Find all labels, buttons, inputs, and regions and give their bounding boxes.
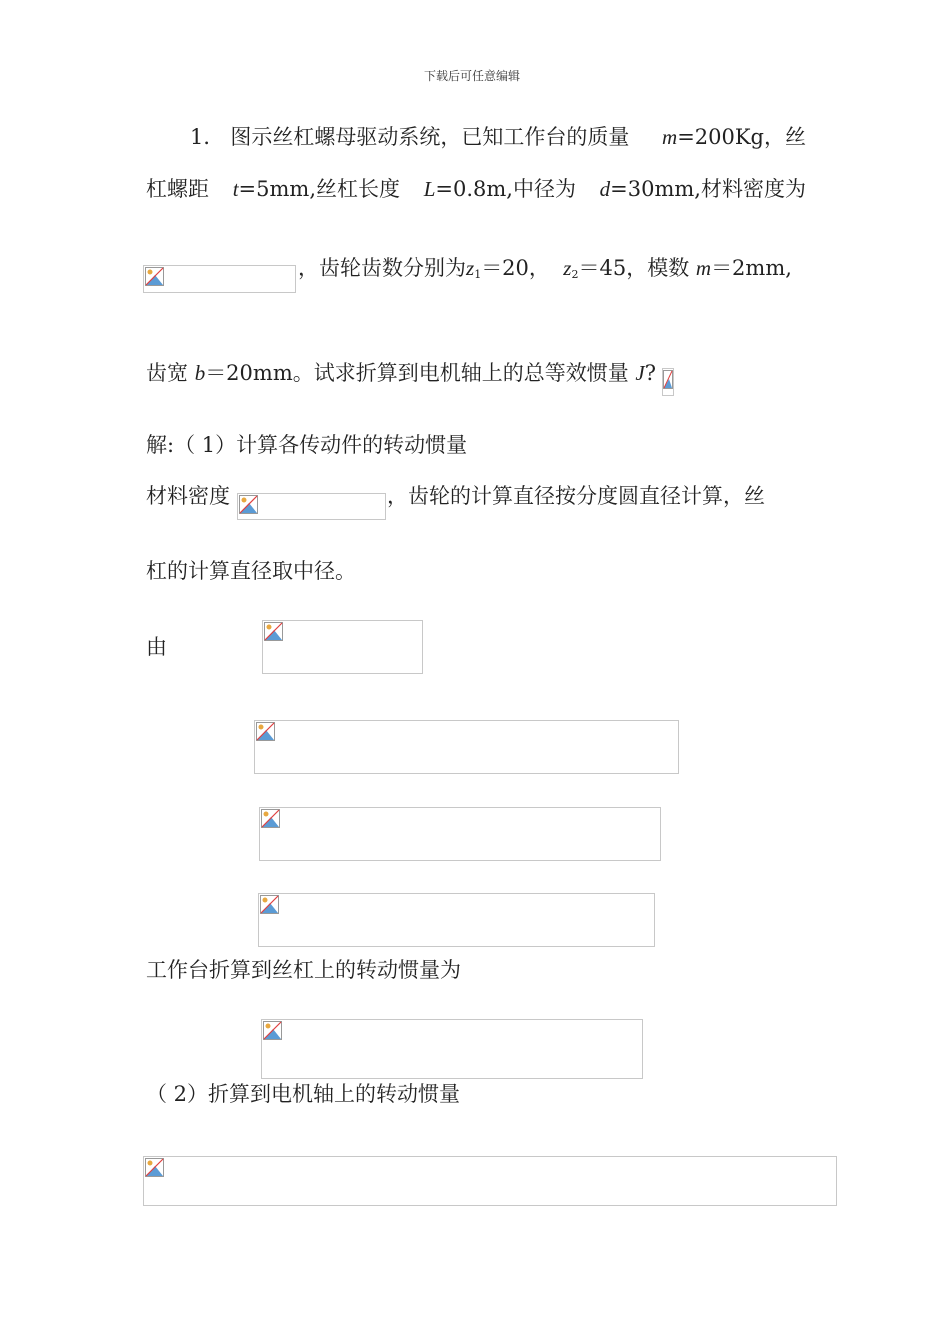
var-J: J xyxy=(635,361,645,385)
problem-text: =0.8m,中径为 xyxy=(435,177,576,201)
var-z1: z xyxy=(466,256,475,280)
solution-line-2b: ，齿轮的计算直径按分度圆直径计算，丝 xyxy=(387,484,765,508)
problem-text: =5mm,丝杠长度 xyxy=(238,177,400,201)
broken-image-icon xyxy=(145,267,164,286)
subscript: 1 xyxy=(474,268,482,281)
problem-line-3 xyxy=(298,258,792,280)
page-header: 下载后可任意编辑 xyxy=(424,69,521,83)
problem-text: 齿宽 xyxy=(146,361,188,385)
problem-line-1 xyxy=(190,127,806,148)
problem-text: ＝20， xyxy=(481,256,550,280)
formula-image-4 xyxy=(258,893,655,947)
broken-image-icon xyxy=(264,622,283,641)
problem-text: 杠螺距 xyxy=(146,177,209,201)
jeq-subscript-image xyxy=(662,368,674,396)
problem-text-b: =200Kg，丝 xyxy=(677,125,806,149)
formula-image-2 xyxy=(254,720,679,774)
problem-text: ＝45，模数 xyxy=(578,256,690,280)
solution-line-2a: 材料密度 xyxy=(146,484,230,508)
formula-image-5 xyxy=(261,1019,643,1079)
formula-image-3 xyxy=(259,807,661,861)
step2-heading: （ 2）折算到电机轴上的转动惯量 xyxy=(146,1082,461,1106)
problem-text-a: 图示丝杠螺母驱动系统，已知工作台的质量 xyxy=(230,125,630,149)
subscript: 2 xyxy=(571,268,579,281)
var-module-m: m xyxy=(695,256,712,280)
worktable-inertia-text: 工作台折算到丝杠上的转动惯量为 xyxy=(146,958,461,982)
broken-image-icon xyxy=(261,809,280,828)
formula-image-6 xyxy=(143,1156,837,1206)
solution-you: 由 xyxy=(146,635,167,659)
problem-number: 1． xyxy=(190,125,225,149)
var-m: m xyxy=(662,125,678,149)
problem-text: ＝2mm, xyxy=(711,256,792,280)
problem-line-4 xyxy=(146,363,656,384)
problem-line-2 xyxy=(146,179,806,200)
broken-image-icon xyxy=(263,1021,282,1040)
problem-text: ＝20mm。试求折算到电机轴上的总等效惯量 xyxy=(205,361,629,385)
density-value-image xyxy=(237,493,386,520)
solution-line-3: 杠的计算直径取中径。 xyxy=(146,559,356,583)
var-z2: z xyxy=(563,256,572,280)
var-L: L xyxy=(423,177,436,201)
broken-image-icon xyxy=(260,895,279,914)
problem-text: ，齿轮齿数分别为 xyxy=(298,256,466,280)
broken-image-icon xyxy=(663,370,673,389)
var-b: b xyxy=(194,361,206,385)
var-d: d xyxy=(599,177,611,201)
density-formula-image xyxy=(143,265,296,293)
solution-heading: 解:（ 1）计算各传动件的转动惯量 xyxy=(146,433,468,457)
var-t: t xyxy=(232,177,239,201)
problem-text: ? xyxy=(644,361,657,385)
problem-text: =30mm,材料密度为 xyxy=(610,177,806,201)
broken-image-icon xyxy=(239,495,258,514)
broken-image-icon xyxy=(256,722,275,741)
formula-image-1 xyxy=(262,620,423,674)
broken-image-icon xyxy=(145,1158,164,1177)
